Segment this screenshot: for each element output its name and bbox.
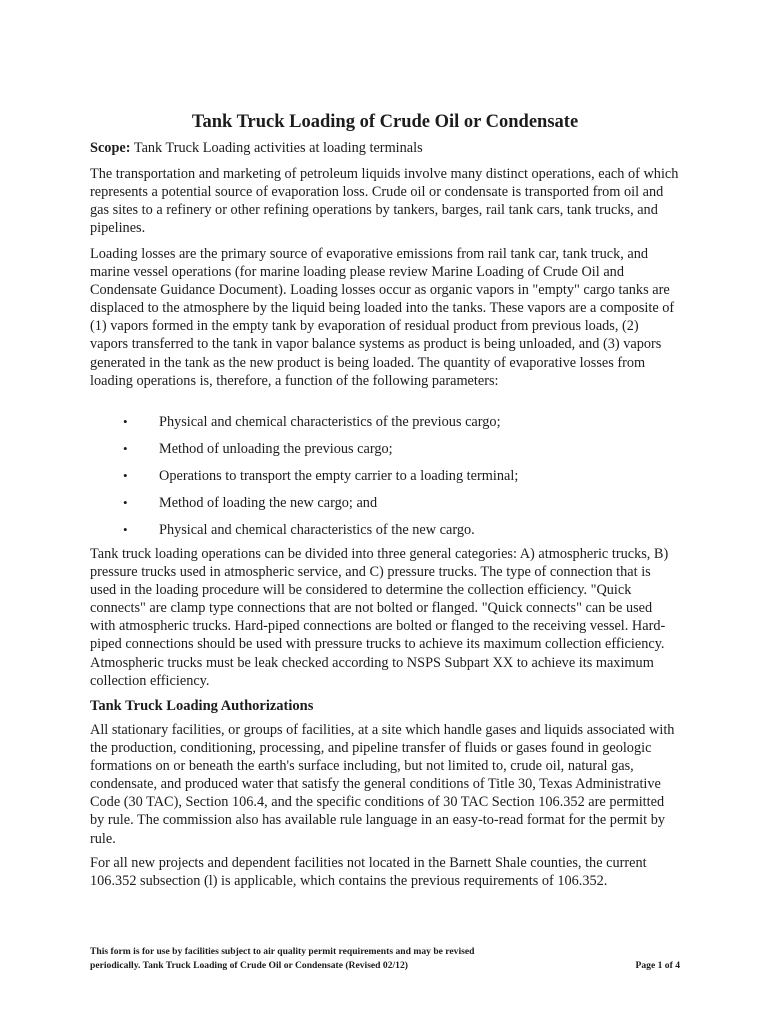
bullet-icon: • [123, 495, 128, 510]
footer-note: This form is for use by facilities subject to air quality permit requirements and may be revised periodically. Tank Truck Loading of Crude Oil or Condensate (Revised 02/12) [90, 946, 475, 971]
list-item-text: Physical and chemical characteristics of the previous cargo; [159, 414, 501, 430]
operations-paragraph: Tank truck loading operations can be divided into three general categories: A) atmospheric trucks, B) pressure trucks used in atmospheric service, and C) pressure trucks. The type of connection that is used in the loading procedure will be considered to determine the collection efficiency. "Quick connects" are clamp type connections that are not bolted or flanged. "Quick connects" can be used with atmospheric trucks. Hard-piped connections are bolted or flanged to the receiving vessel. Hard-piped connections should be used with pressure trucks to achieve its maximum collection efficiency. Atmospheric trucks must be leak checked according to NSPS Subpart XX to achieve its maximum collection efficiency. [90, 546, 669, 689]
list-item [90, 413, 680, 440]
list-item-text: Physical and chemical characteristics of the new cargo. [159, 522, 475, 538]
list-item-text: Operations to transport the empty carrier to a loading terminal; [159, 468, 519, 484]
list-item-text: Method of unloading the previous cargo; [159, 441, 393, 457]
bullet-icon: • [123, 414, 128, 429]
bullet-icon: • [123, 522, 128, 537]
document-page [90, 0, 680, 1024]
loading-losses-paragraph: Loading losses are the primary source of evaporative emissions from rail tank car, tank truck, and marine vessel operations (for marine loading please review Marine Loading of Crude Oil and Condensate Guidance Document). Loading losses occur as organic vapors in "empty" cargo tanks are displaced to the atmosphere by the liquid being loaded into the tanks. These vapors are a composite of (1) vapors formed in the empty tank by evaporation of residual product from previous loads, (2) vapors transferred to the tank in vapor balance systems as product is being unloaded, and (3) vapors generated in the tank as the new product is being loaded. The quantity of evaporative losses from loading operations is, therefore, a function of the following parameters: [90, 246, 675, 389]
authorizations-paragraph: All stationary facilities, or groups of facilities, at a site which handle gases and liquids associated with the production, conditioning, processing, and pipeline transfer of fluids or gases found in geologic formations on or beneath the earth's surface including, but not limited to, crude oil, natural gas, condensate, and produced water that satisfy the general conditions of Title 30, Texas Administrative Code (30 TAC), Section 106.4, and the specific conditions of 30 TAC Section 106.352 are permitted by rule. The commission also has available rule language in an easy-to-read format for the permit by rule. [90, 722, 675, 847]
bullet-icon: • [123, 468, 128, 483]
barnett-shale-paragraph: For all new projects and dependent facilities not located in the Barnett Shale counties, the current 106.352 subsection (l) is applicable, which contains the previous requirements of 106.352. [90, 855, 647, 890]
list-item [90, 440, 680, 467]
document-title: Tank Truck Loading of Crude Oil or Condensate [191, 112, 579, 132]
page-number: Page 1 of 4 [635, 960, 680, 971]
list-item [90, 521, 680, 548]
scope-text: Tank Truck Loading activities at loading terminals [130, 140, 423, 156]
scope-line [90, 139, 680, 157]
list-item-text: Method of loading the new cargo; and [159, 495, 378, 511]
list-item [90, 467, 680, 494]
intro-paragraph: The transportation and marketing of petroleum liquids involve many distinct operations, each of which represents a potential source of evaporation loss. Crude oil or condensate is transported from oil and gas sites to a refinery or other refining operations by tankers, barges, rail tank cars, tank trucks, and pipelines. [90, 166, 679, 237]
bullet-icon: • [123, 441, 128, 456]
list-item [90, 494, 680, 521]
section-heading: Tank Truck Loading Authorizations [90, 698, 314, 714]
parameters-list [90, 413, 680, 548]
scope-label: Scope: [90, 140, 131, 156]
